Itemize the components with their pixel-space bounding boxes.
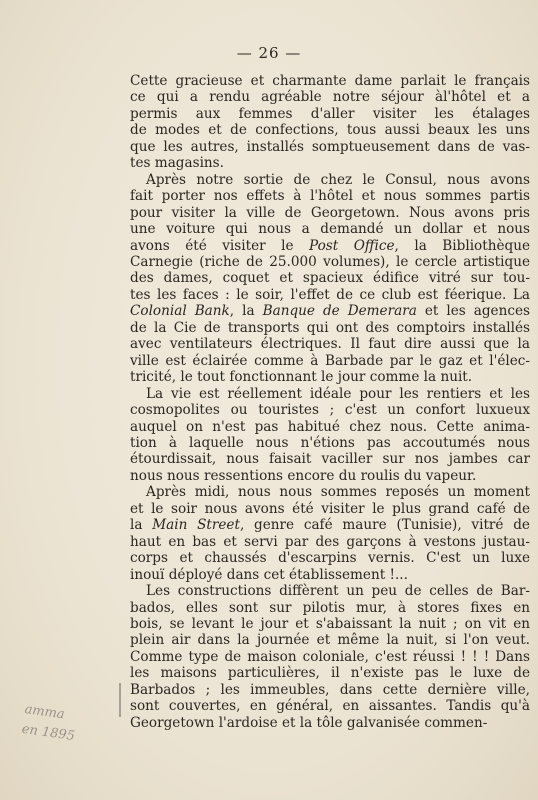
text-line: ce qui a rendu agréable notre séjour àl'hôtel et a [130,89,530,106]
text-line: Cette gracieuse et charmante dame parlait le français [130,73,530,89]
text-line: pour visiter la ville de Georgetown. Nous avons pris [130,204,530,221]
text-line: inouï déployé dans cet établissement !... [130,566,408,583]
text-line: la Main Street, genre café maure (Tunisie), vitré de [130,517,530,534]
text-line: auquel on n'est pas habitué chez nous. Cette anima- [130,418,530,435]
text-line: et le soir nous avons été visiter le plus grand café de [130,500,530,517]
body-text [130,73,530,731]
text-line: une voiture qui nous a demandé un dollar et nous [130,221,530,238]
text-line: ville est éclairée comme à Barbade par le gaz et l'élec- [130,352,530,369]
text-line: de la Cie de transports qui ont des comptoirs installés [130,319,530,336]
text-line: de modes et de confections, tous aussi beaux les uns [130,122,530,139]
text-line: bados, elles sont sur pilotis mur, à stores fixes en [130,599,530,616]
paragraph [130,73,530,172]
text-line: Georgetown l'ardoise et la tôle galvanisée commen- [130,714,488,731]
text-line: bois, se levant le jour et s'abaissant la nuit ; on vit en [130,615,530,632]
handwritten-margin-note [20,700,115,752]
text-line: Colonial Bank, la Banque de Demerara et les agences [130,303,530,320]
margin-note-line: en 1895 [20,721,76,745]
paragraph [130,386,530,485]
text-line: Après notre sortie de chez le Consul, nous avons [146,171,530,188]
text-line: les maisons particulières, il n'existe pas le luxe de [130,665,530,682]
text-line: tes magasins. [130,155,224,172]
page-number: — 26 — [236,44,302,62]
text-line: Comme type de maison coloniale, c'est réussi ! ! ! Dans [130,648,530,665]
text-line: avec ventilateurs électriques. Il faut dire aussi que la [130,336,530,353]
margin-note-line: amma [23,701,66,723]
text-line: tes les faces : le soir, l'effet de ce club est féerique. La [130,286,530,303]
paragraph [130,583,530,731]
text-line: étourdissait, nous faisait vaciller sur nos jambes car [130,451,530,468]
text-line: permis aux femmes d'aller visiter les étalages [130,105,530,122]
text-line: sont couvertes, en général, en aissantes. Tandis qu'à [130,698,530,715]
text-line: haut en bas et servi par des garçons à vestons justau- [130,533,530,550]
text-line: nous nous ressentions encore du roulis du vapeur. [130,467,477,484]
paragraph [130,484,530,583]
text-line: que les autres, installés somptueusement dans de vas- [130,138,530,155]
text-line: plein air dans la journée et même la nuit, si l'on veut. [130,632,530,649]
text-line: tricité, le tout fonctionnant le jour comme la nuit. [130,369,473,386]
text-line: Les constructions diffèrent un peu de celles de Bar- [146,583,530,600]
text-line: des dames, coquet et spacieux édifice vitré sur tou- [130,270,530,287]
text-line: fait porter nos effets à l'hôtel et nous sommes partis [130,188,530,205]
text-line: tion à laquelle nous n'étions pas accoutumés nous [130,434,530,451]
text-line: Après midi, nous nous sommes reposés un moment [146,484,530,501]
text-line: Barbados ; les immeubles, dans cette dernière ville, [130,681,530,698]
text-line: Carnegie (riche de 25.000 volumes), le cercle artistique [130,253,530,270]
margin-mark [119,683,121,717]
paragraph [130,172,530,386]
text-line: cosmopolites ou touristes ; c'est un confort luxueux [130,402,530,419]
text-line: La vie est réellement idéale pour les rentiers et les [146,385,530,402]
text-line: corps et chaussés d'escarpins vernis. C'est un luxe [130,550,530,567]
text-line: avons été visiter le Post Office, la Bibliothèque [130,237,530,254]
